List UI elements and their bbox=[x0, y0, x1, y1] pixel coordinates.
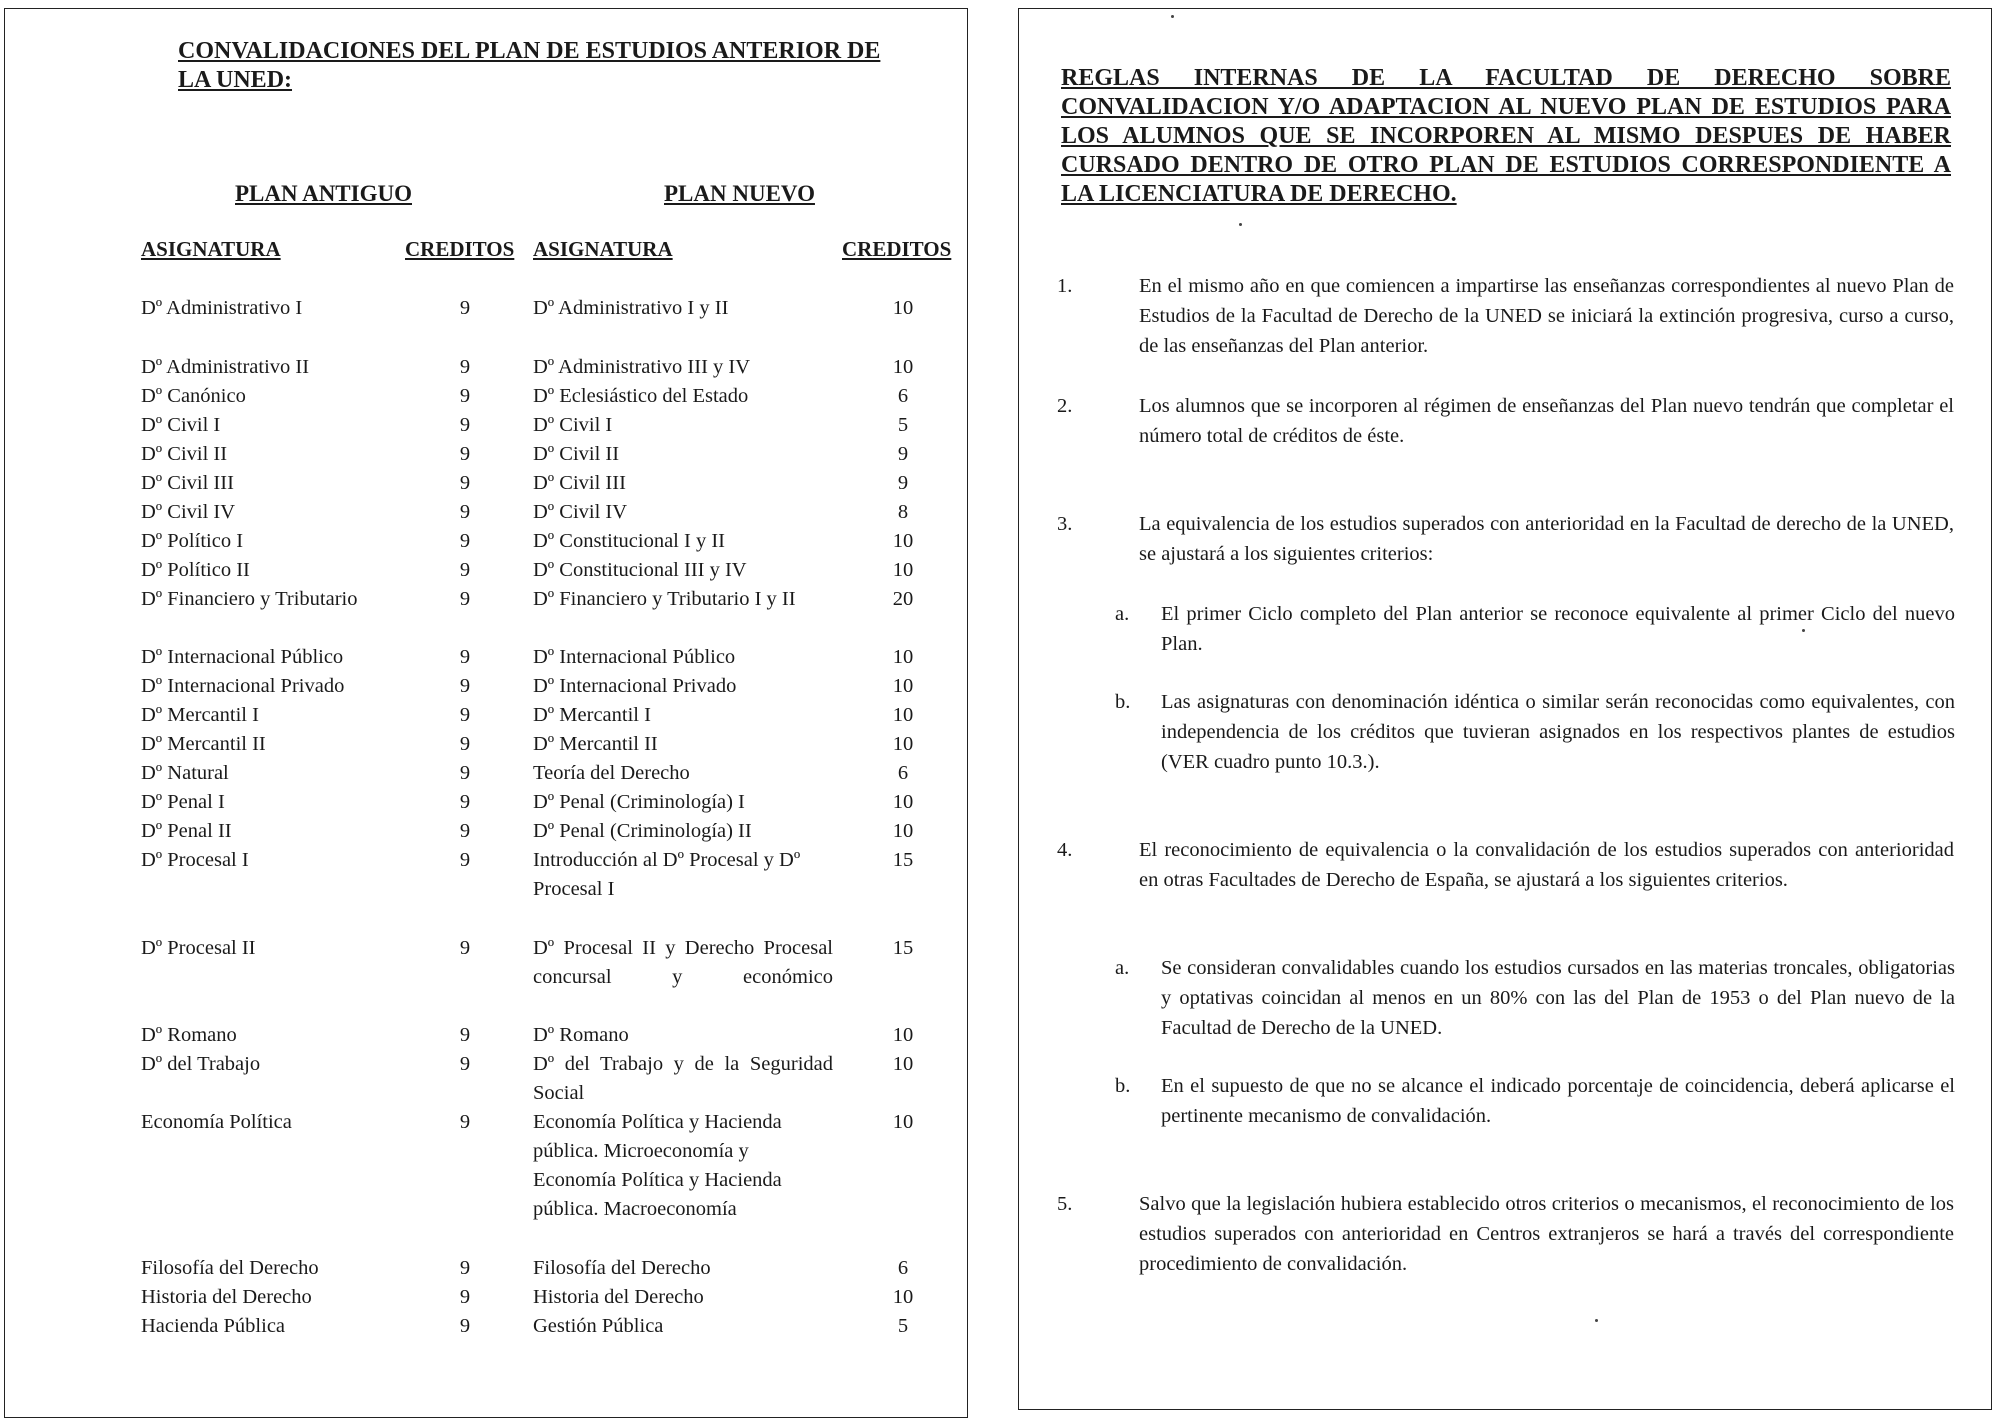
scan-speck bbox=[1239, 223, 1242, 226]
new-credits-cell: 10 bbox=[892, 297, 914, 319]
sub-rule-text: El primer Ciclo completo del Plan anterior se reconoce equivalente al primer Ciclo del nuevo Plan. bbox=[1161, 603, 1955, 655]
course-equivalence-table bbox=[5, 9, 967, 1417]
scan-speck bbox=[1802, 629, 1805, 632]
new-subject-cell: Dº Constitucional I y II bbox=[533, 530, 725, 552]
old-subject-cell: Dº Administrativo I bbox=[141, 297, 303, 319]
rule-number: 3. bbox=[1057, 513, 1073, 535]
old-credits-cell: 9 bbox=[459, 1053, 471, 1075]
left-page-title: CONVALIDACIONES DEL PLAN DE ESTUDIOS ANTERIOR DE LA UNED: bbox=[178, 38, 881, 93]
old-credits-cell: 9 bbox=[459, 849, 471, 871]
new-credits-cell: 5 bbox=[897, 1315, 909, 1337]
rule-number: 1. bbox=[1057, 275, 1073, 297]
old-subject-cell: Dº Internacional Público bbox=[141, 646, 344, 668]
new-subject-cell: Dº Civil III bbox=[533, 472, 626, 494]
old-subject-cell: Dº Civil IV bbox=[141, 501, 236, 523]
old-subject-cell: Dº Político II bbox=[141, 559, 250, 581]
scan-speck bbox=[1595, 1319, 1598, 1322]
old-subject-cell: Dº Financiero y Tributario bbox=[141, 588, 358, 610]
new-subject-cell: Dº Internacional Público bbox=[533, 646, 736, 668]
sub-rule-letter: a. bbox=[1115, 957, 1130, 979]
new-subject-cell: Dº Civil IV bbox=[533, 501, 628, 523]
old-subject-cell: Dº Político I bbox=[141, 530, 244, 552]
new-credits-cell: 10 bbox=[892, 1053, 914, 1075]
new-subject-cell: Dº Procesal II y Derecho Procesal concursal y económico bbox=[533, 937, 833, 988]
old-credits-cell: 9 bbox=[459, 443, 471, 465]
old-credits-cell: 9 bbox=[459, 385, 471, 407]
new-credits-column-header: CREDITOS bbox=[842, 237, 952, 261]
sub-rule-text: Se consideran convalidables cuando los estudios cursados en las materias troncales, obligatorias y optativas coincidan al menos en un 80% con las del Plan de 1953 o del Plan nuevo de la Facultad de Derecho de la UNED. bbox=[1161, 957, 1955, 1039]
old-credits-cell: 9 bbox=[459, 1286, 471, 1308]
new-subject-cell: Dº Penal (Criminología) I bbox=[533, 791, 745, 813]
old-credits-cell: 9 bbox=[459, 559, 471, 581]
new-credits-cell: 20 bbox=[892, 588, 914, 610]
old-credits-cell: 9 bbox=[459, 297, 471, 319]
old-credits-cell: 9 bbox=[459, 1024, 471, 1046]
old-credits-cell: 9 bbox=[459, 762, 471, 784]
rule-text: Los alumnos que se incorporen al régimen de enseñanzas del Plan nuevo tendrán que completar el número total de créditos de éste. bbox=[1139, 395, 1954, 447]
old-credits-cell: 9 bbox=[459, 937, 471, 959]
new-subject-column-header: ASIGNATURA bbox=[533, 237, 673, 261]
new-credits-cell: 15 bbox=[892, 937, 914, 959]
old-subject-cell: Economía Política bbox=[141, 1111, 292, 1133]
new-subject-cell: Dº Civil II bbox=[533, 443, 620, 465]
new-credits-cell: 10 bbox=[892, 530, 914, 552]
new-subject-cell: Dº Romano bbox=[533, 1024, 629, 1046]
new-subject-cell: Dº Eclesiástico del Estado bbox=[533, 385, 749, 407]
old-credits-cell: 9 bbox=[459, 646, 471, 668]
new-subject-cell: Dº Mercantil I bbox=[533, 704, 651, 726]
right-page bbox=[1018, 8, 1992, 1410]
old-subject-cell: Dº del Trabajo bbox=[141, 1053, 261, 1075]
new-credits-cell: 10 bbox=[892, 1111, 914, 1133]
old-credits-cell: 9 bbox=[459, 675, 471, 697]
sub-rule-letter: a. bbox=[1115, 603, 1130, 625]
old-credits-cell: 9 bbox=[459, 530, 471, 552]
new-credits-cell: 10 bbox=[892, 356, 914, 378]
new-credits-cell: 10 bbox=[892, 646, 914, 668]
new-subject-cell: Filosofía del Derecho bbox=[533, 1257, 711, 1279]
left-page bbox=[4, 8, 968, 1418]
new-subject-cell: Dº Administrativo I y II bbox=[533, 297, 729, 319]
old-credits-cell: 9 bbox=[459, 1315, 471, 1337]
old-credits-cell: 9 bbox=[459, 1257, 471, 1279]
new-credits-cell: 10 bbox=[892, 791, 914, 813]
rule-text: La equivalencia de los estudios superados con anterioridad en la Facultad de derecho de la UNED, se ajustará a los siguientes criterios: bbox=[1139, 513, 1954, 565]
old-subject-cell: Dº Civil III bbox=[141, 472, 234, 494]
old-credits-cell: 9 bbox=[459, 733, 471, 755]
new-credits-cell: 10 bbox=[892, 559, 914, 581]
new-subject-cell: Dº Constitucional III y IV bbox=[533, 559, 747, 581]
rule-number: 5. bbox=[1057, 1193, 1073, 1215]
new-credits-cell: 9 bbox=[897, 443, 909, 465]
new-credits-cell: 10 bbox=[892, 1024, 914, 1046]
new-credits-cell: 5 bbox=[897, 414, 909, 436]
old-subject-cell: Dº Romano bbox=[141, 1024, 237, 1046]
new-credits-cell: 10 bbox=[892, 820, 914, 842]
new-credits-cell: 15 bbox=[892, 849, 914, 871]
rule-text: Salvo que la legislación hubiera establecido otros criterios o mecanismos, el reconocimiento de los estudios superados con anterioridad en Centros extranjeros se hará a través del correspondiente procedimiento de convalidación. bbox=[1139, 1193, 1954, 1275]
old-credits-cell: 9 bbox=[459, 501, 471, 523]
new-subject-cell: Dº Internacional Privado bbox=[533, 675, 737, 697]
sub-rule-letter: b. bbox=[1115, 691, 1131, 713]
sub-rule-text: En el supuesto de que no se alcance el indicado porcentaje de coincidencia, deberá aplicarse el pertinente mecanismo de convalidación. bbox=[1161, 1075, 1955, 1127]
new-credits-cell: 10 bbox=[892, 733, 914, 755]
new-subject-cell: Introducción al Dº Procesal y Dº Procesal I bbox=[533, 849, 801, 900]
sub-rule-text: Las asignaturas con denominación idéntica o similar serán reconocidas como equivalentes, con independencia de los créditos que tuvieran asignados en los respectivos plantes de estudios (VER cuadro punto 10.3.). bbox=[1161, 691, 1955, 773]
new-credits-cell: 10 bbox=[892, 1286, 914, 1308]
old-credits-cell: 9 bbox=[459, 356, 471, 378]
sub-rule-letter: b. bbox=[1115, 1075, 1131, 1097]
new-credits-cell: 10 bbox=[892, 704, 914, 726]
old-subject-cell: Filosofía del Derecho bbox=[141, 1257, 319, 1279]
new-subject-cell: Dº Penal (Criminología) II bbox=[533, 820, 752, 842]
old-subject-column-header: ASIGNATURA bbox=[141, 237, 281, 261]
old-subject-cell: Dº Mercantil II bbox=[141, 733, 266, 755]
old-subject-cell: Dº Procesal II bbox=[141, 937, 256, 959]
new-subject-cell: Economía Política y Hacienda pública. Microeconomía y Economía Política y Hacienda pública. Macroeconomía bbox=[533, 1111, 782, 1220]
new-subject-cell: Dº del Trabajo y de la Seguridad Social bbox=[533, 1053, 833, 1104]
old-subject-cell: Dº Penal II bbox=[141, 820, 232, 842]
old-plan-heading: PLAN ANTIGUO bbox=[235, 181, 412, 206]
new-subject-cell: Dº Mercantil II bbox=[533, 733, 658, 755]
scan-speck bbox=[1171, 15, 1174, 18]
old-subject-cell: Dº Procesal I bbox=[141, 849, 249, 871]
rule-text: En el mismo año en que comiencen a impartirse las enseñanzas correspondientes al nuevo Plan de Estudios de la Facultad de Derecho de la UNED se iniciará la extinción progresiva, curso a curso, de las enseñanzas del Plan anterior. bbox=[1139, 275, 1954, 357]
old-credits-cell: 9 bbox=[459, 704, 471, 726]
old-credits-column-header: CREDITOS bbox=[405, 237, 515, 261]
rule-number: 2. bbox=[1057, 395, 1073, 417]
new-subject-cell: Dº Administrativo III y IV bbox=[533, 356, 751, 378]
old-subject-cell: Dº Penal I bbox=[141, 791, 225, 813]
new-credits-cell: 10 bbox=[892, 675, 914, 697]
old-subject-cell: Dº Canónico bbox=[141, 385, 246, 407]
old-credits-cell: 9 bbox=[459, 1111, 471, 1133]
right-page-title: REGLAS INTERNAS DE LA FACULTAD DE DERECHO SOBRE CONVALIDACION Y/O ADAPTACION AL NUEVO PLAN DE ESTUDIOS PARA LOS ALUMNOS QUE SE INCORPOREN AL MISMO DESPUES DE HABER CURSADO DENTRO DE OTRO PLAN DE ESTUDIOS CORRESPONDIENTE A LA LICENCIATURA DE DERECHO. bbox=[1061, 65, 1951, 207]
new-subject-cell: Teoría del Derecho bbox=[533, 762, 690, 784]
old-credits-cell: 9 bbox=[459, 588, 471, 610]
old-credits-cell: 9 bbox=[459, 791, 471, 813]
new-credits-cell: 6 bbox=[897, 762, 909, 784]
rule-number: 4. bbox=[1057, 839, 1073, 861]
new-credits-cell: 8 bbox=[897, 501, 909, 523]
old-subject-cell: Hacienda Pública bbox=[141, 1315, 286, 1337]
old-subject-cell: Historia del Derecho bbox=[141, 1286, 312, 1308]
old-subject-cell: Dº Administrativo II bbox=[141, 356, 310, 378]
rule-text: El reconocimiento de equivalencia o la convalidación de los estudios superados con anterioridad en otras Facultades de Derecho de España, se ajustará a los siguientes criterios. bbox=[1139, 839, 1954, 891]
old-subject-cell: Dº Mercantil I bbox=[141, 704, 259, 726]
old-credits-cell: 9 bbox=[459, 820, 471, 842]
new-subject-cell: Dº Civil I bbox=[533, 414, 613, 436]
new-plan-heading: PLAN NUEVO bbox=[664, 181, 815, 206]
new-subject-cell: Gestión Pública bbox=[533, 1315, 664, 1337]
new-subject-cell: Historia del Derecho bbox=[533, 1286, 704, 1308]
old-subject-cell: Dº Civil II bbox=[141, 443, 228, 465]
old-credits-cell: 9 bbox=[459, 472, 471, 494]
old-subject-cell: Dº Natural bbox=[141, 762, 229, 784]
old-credits-cell: 9 bbox=[459, 414, 471, 436]
old-subject-cell: Dº Internacional Privado bbox=[141, 675, 345, 697]
new-credits-cell: 9 bbox=[897, 472, 909, 494]
new-subject-cell: Dº Financiero y Tributario I y II bbox=[533, 588, 796, 610]
new-credits-cell: 6 bbox=[897, 385, 909, 407]
new-credits-cell: 6 bbox=[897, 1257, 909, 1279]
old-subject-cell: Dº Civil I bbox=[141, 414, 221, 436]
